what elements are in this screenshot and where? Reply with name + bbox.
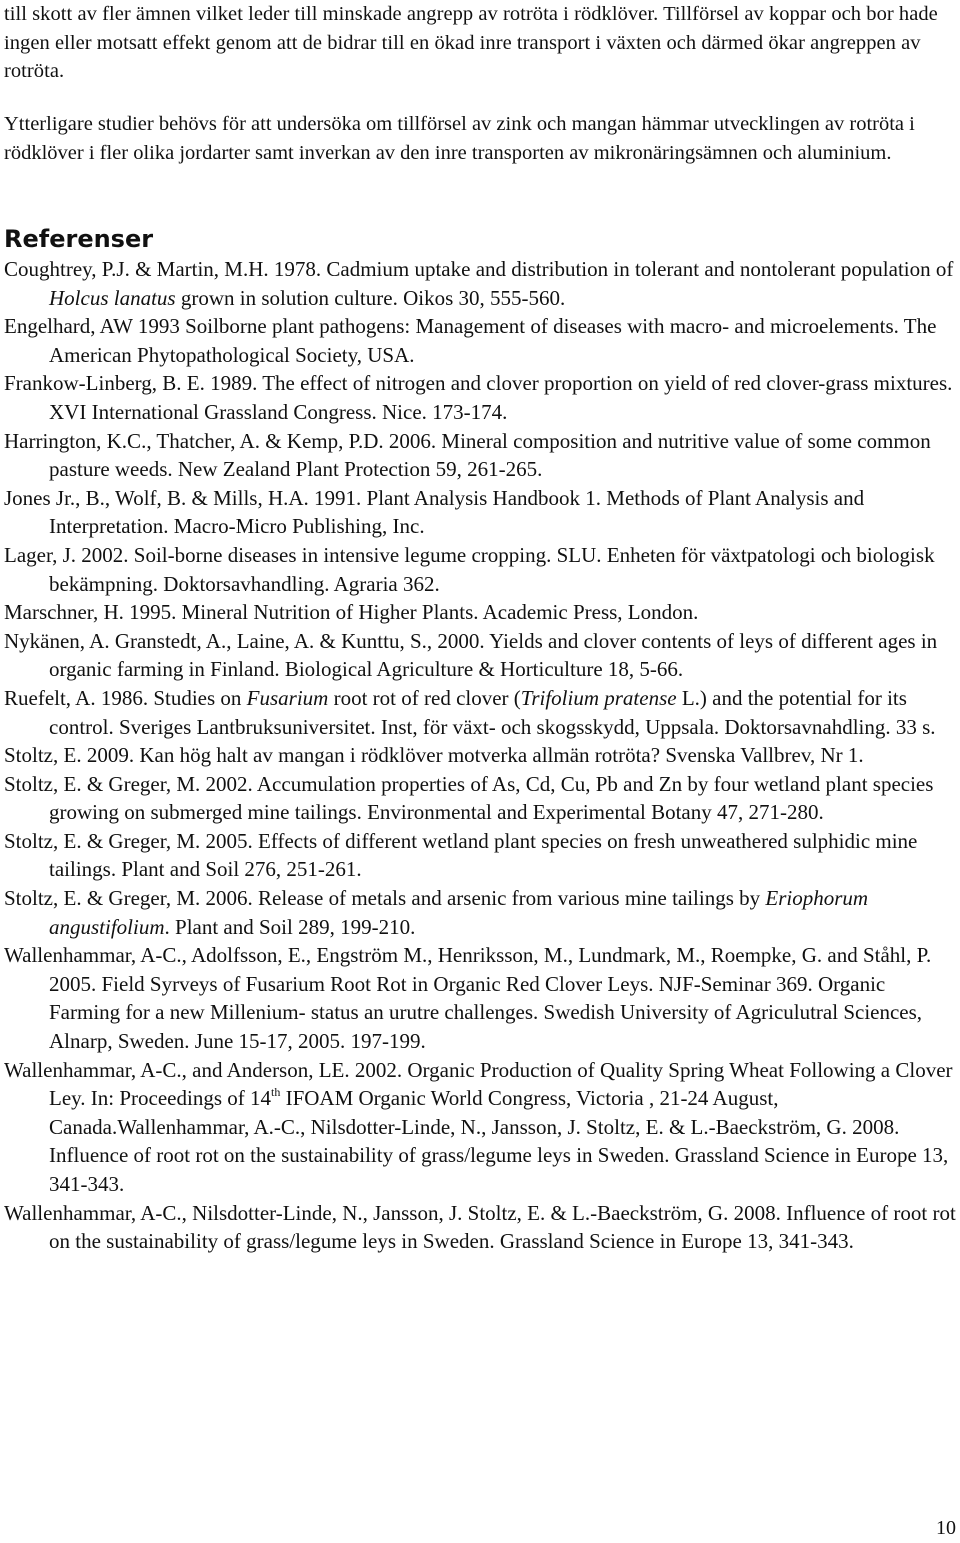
reference-italic: Fusarium xyxy=(246,685,329,710)
reference-text: root rot of red clover ( xyxy=(328,685,521,710)
reference-item: Frankow-Linberg, B. E. 1989. The effect of nitrogen and clover proportion on yield of red clover-grass mixtures. XVI International Grassland Congress. Nice. 173-174. xyxy=(4,371,953,424)
body-paragraph: Ytterligare studier behövs för att undersöka om tillförsel av zink och mangan hämmar utvecklingen av rotröta i rödklöver i fler olika jordarter samt inverkan av den inre transporten av mikronäringsämnen och aluminium. xyxy=(4,113,915,164)
reference-italic: Eriophorum angustifolium xyxy=(49,886,869,939)
reference-text: grown in solution culture. Oikos 30, 555-560. xyxy=(175,285,566,310)
references-heading: Referenser xyxy=(4,225,154,253)
reference-item: Wallenhammar, A-C., Adolfsson, E., Engström M., Henriksson, M., Lundmark, M., Roempke, G. and Ståhl, P. 2005. Field Syrveys of Fusarium Root Rot in Organic Red Clover Leys. NJF-Seminar 369. Organic Farming for a new Millenium- status an urutre challenges. Swedish University of Agriculutral Sciences, Alnarp, Sweden. June 15-17, 2005. 197-199. xyxy=(4,943,932,1054)
reference-italic: Holcus lanatus xyxy=(49,285,176,310)
reference-item xyxy=(4,884,960,941)
reference-text: IFOAM Organic World Congress, Victoria , 21-24 August, Canada.Wallenhammar, A.-C., Nilsdotter-Linde, N., Jansson, J. Stoltz, E. & L.-Baeckström, G. 2008. Influence of root rot on the sustainability of grass/legume leys in Sweden. Grassland Science in Europe 13, 341-343. xyxy=(49,1086,949,1196)
reference-text: Ruefelt, A. 1986. Studies on xyxy=(4,685,247,710)
page-number: 10 xyxy=(936,1517,956,1539)
reference-item: Harrington, K.C., Thatcher, A. & Kemp, P.D. 2006. Mineral composition and nutritive value of some common pasture weeds. New Zealand Plant Protection 59, 261-265. xyxy=(4,428,931,482)
intro-paragraph: till skott av fler ämnen vilket leder till minskade angrepp av rotröta i rödklöver. Tillförsel av koppar och bor hade ingen eller motsatt effekt genom att de bidrar till en ökad inre transport i växten och därmed ökar angreppen av rotröta. xyxy=(4,3,938,83)
reference-item: Stoltz, E. & Greger, M. 2002. Accumulation properties of As, Cd, Cu, Pb and Zn by four wetland plant species growing on submerged mine tailings. Environmental and Experimental Botany 47, 271-280. xyxy=(4,771,934,825)
reference-item: Lager, J. 2002. Soil-borne diseases in intensive legume cropping. SLU. Enheten för växtpatologi och biologisk bekämpning. Doktorsavhandling. Agraria 362. xyxy=(4,542,935,596)
reference-superscript: th xyxy=(271,1085,281,1100)
reference-item: Stoltz, E. & Greger, M. 2005. Effects of different wetland plant species on fresh unweathered sulphidic mine tailings. Plant and Soil 276, 251-261. xyxy=(4,828,918,882)
reference-item xyxy=(4,684,960,741)
reference-text: . Plant and Soil 289, 199-210. xyxy=(164,914,416,939)
reference-text: Stoltz, E. & Greger, M. 2006. Release of metals and arsenic from various mine tailings by xyxy=(4,886,766,911)
reference-text: L.) and the potential for its control. Sveriges Lantbruksuniversitet. Inst, för växt- och skogsskydd, Uppsala. Doktorsavnahdling. 33 s. xyxy=(49,685,936,739)
reference-item: Marschner, H. 1995. Mineral Nutrition of Higher Plants. Academic Press, London. xyxy=(4,600,699,625)
reference-item: Nykänen, A. Granstedt, A., Laine, A. & Kunttu, S., 2000. Yields and clover contents of leys of different ages in organic farming in Finland. Biological Agriculture & Horticulture 18, 5-66. xyxy=(4,628,938,682)
reference-item xyxy=(4,255,960,312)
reference-item: Stoltz, E. 2009. Kan hög halt av mangan i rödklöver motverka allmän rotröta? Svenska Vallbrev, Nr 1. xyxy=(4,743,864,768)
reference-item xyxy=(4,1056,960,1199)
reference-text: Wallenhammar, A-C., and Anderson, LE. 2002. Organic Production of Quality Spring Wheat Following a Clover Ley. In: Proceedings of 14 xyxy=(4,1057,953,1111)
reference-item: Jones Jr., B., Wolf, B. & Mills, H.A. 1991. Plant Analysis Handbook 1. Methods of Plant Analysis and Interpretation. Macro-Micro Publishing, Inc. xyxy=(4,485,865,539)
reference-list xyxy=(4,255,960,1256)
reference-text: Coughtrey, P.J. & Martin, M.H. 1978. Cadmium uptake and distribution in tolerant and nontolerant population of xyxy=(4,257,954,281)
reference-item: Engelhard, AW 1993 Soilborne plant pathogens: Management of diseases with macro- and microelements. The American Phytopathological Society, USA. xyxy=(4,314,937,367)
reference-item: Wallenhammar, A-C., Nilsdotter-Linde, N., Jansson, J. Stoltz, E. & L.-Baeckström, G. 2008. Influence of root rot on the sustainability of grass/legume leys in Sweden. Grassland Science in Europe 13, 341-343. xyxy=(4,1200,956,1254)
reference-italic: Trifolium pratense xyxy=(520,685,677,710)
